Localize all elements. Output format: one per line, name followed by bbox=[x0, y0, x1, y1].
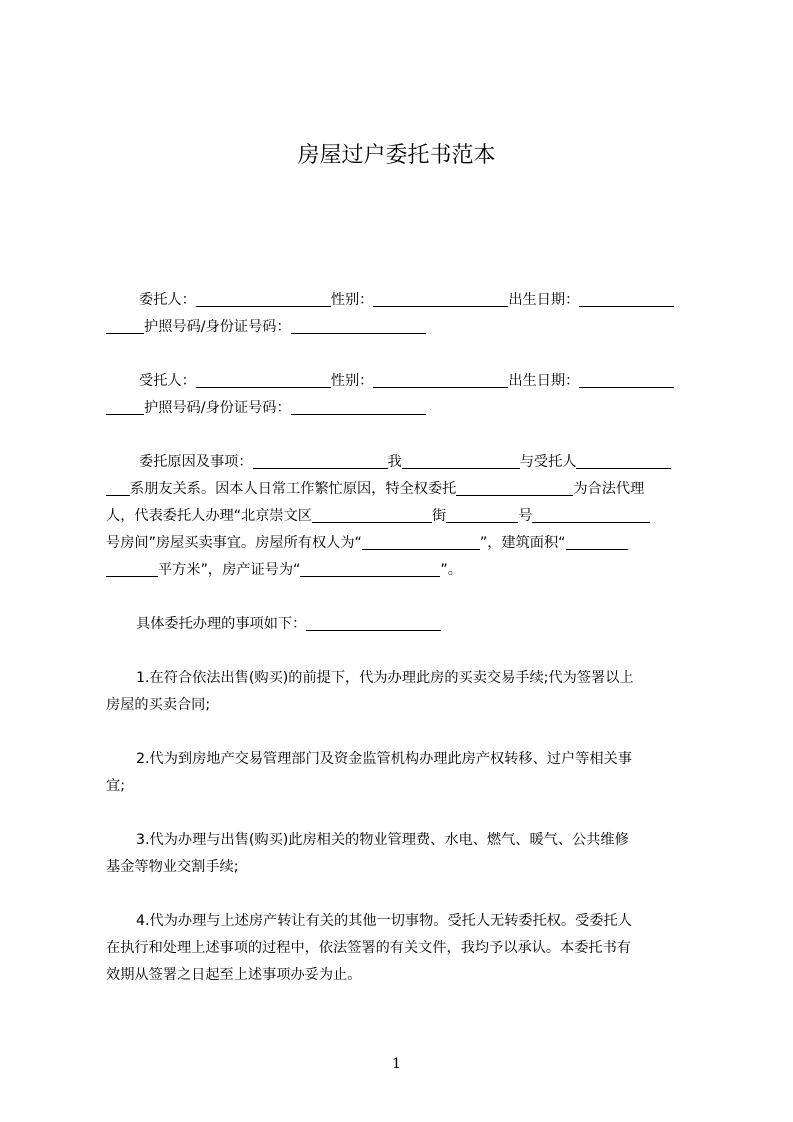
item-4-line-3: 效期从签署之日起至上述事项办妥为止。 bbox=[106, 967, 362, 983]
reason-text-ren: 人，代表委托人办理“北京崇文区 bbox=[106, 508, 312, 524]
reason-text-agent-role: 为合法代理 bbox=[573, 481, 645, 497]
principal-id-field[interactable] bbox=[291, 318, 426, 334]
agent-gender-field[interactable] bbox=[373, 372, 508, 388]
reason-field-2[interactable] bbox=[402, 453, 520, 469]
reason-field-7[interactable] bbox=[532, 507, 650, 523]
agent-line-2 bbox=[106, 398, 706, 418]
principal-birth-label: 出生日期： bbox=[508, 292, 580, 308]
reason-text-relation: 系朋友关系。因本人日常工作繁忙原因，特全权委托 bbox=[130, 481, 457, 497]
agent-name-label: 受托人： bbox=[139, 373, 196, 389]
reason-text-number: 号 bbox=[518, 508, 533, 524]
item-2-line-1: 2.代为到房地产交易管理部门及资金监管机构办理此房产权转移、过户等相关事 bbox=[136, 751, 632, 767]
principal-line-2 bbox=[106, 317, 706, 337]
reason-field-1[interactable] bbox=[253, 453, 388, 469]
item-4-line-1: 4.代为办理与上述房产转让有关的其他一切事物。受托人无转委托权。受委托人 bbox=[136, 913, 632, 929]
reason-line-4 bbox=[106, 533, 706, 553]
reason-field-8[interactable] bbox=[362, 534, 480, 550]
reason-line-3 bbox=[106, 506, 706, 526]
reason-text-street: 街 bbox=[431, 508, 447, 524]
principal-name-label: 委托人： bbox=[139, 292, 196, 308]
agent-line-1 bbox=[106, 371, 706, 391]
reason-line-5 bbox=[106, 560, 706, 580]
principal-birth-field-cont[interactable] bbox=[106, 318, 144, 334]
reason-text-yu: 与受托人 bbox=[519, 454, 577, 470]
agent-id-field[interactable] bbox=[291, 399, 426, 415]
page-number: 1 bbox=[392, 1056, 401, 1072]
item-3-line-1: 3.代为办理与出售(购买)此房相关的物业管理费、水电、燃气、暖气、公共维修 bbox=[136, 832, 629, 848]
agent-name-field[interactable] bbox=[196, 372, 331, 388]
reason-field-3[interactable] bbox=[576, 453, 671, 469]
agent-birth-label: 出生日期： bbox=[508, 373, 580, 389]
principal-birth-field[interactable] bbox=[579, 291, 674, 307]
reason-text-sqm: 平方米”，房产证号为“ bbox=[158, 562, 301, 578]
reason-line-1 bbox=[106, 452, 706, 472]
principal-id-label: 护照号码/身份证号码： bbox=[144, 319, 291, 335]
reason-field-9[interactable] bbox=[566, 534, 628, 550]
reason-field-3-cont[interactable] bbox=[106, 480, 130, 496]
agent-id-label: 护照号码/身份证号码： bbox=[144, 400, 291, 416]
item-4-line-2: 在执行和处理上述事项的过程中，依法签署的有关文件，我均予以承认。本委托书有 bbox=[106, 940, 631, 956]
reason-text-area: ”，建筑面积“ bbox=[479, 535, 566, 551]
principal-gender-label: 性别： bbox=[330, 292, 374, 308]
reason-field-10[interactable] bbox=[300, 561, 440, 577]
reason-text-end: ”。 bbox=[440, 562, 462, 578]
reason-field-4[interactable] bbox=[456, 480, 573, 496]
specific-line bbox=[106, 614, 706, 634]
document-title: 房屋过户委托书范本 bbox=[297, 143, 496, 168]
principal-name-field[interactable] bbox=[196, 291, 331, 307]
agent-birth-field[interactable] bbox=[579, 372, 674, 388]
reason-field-6[interactable] bbox=[446, 507, 518, 523]
reason-label: 委托原因及事项： bbox=[139, 454, 253, 470]
specific-field[interactable] bbox=[306, 615, 441, 631]
reason-field-9-cont[interactable] bbox=[106, 561, 158, 577]
agent-birth-field-cont[interactable] bbox=[106, 399, 144, 415]
reason-line-2 bbox=[106, 479, 706, 499]
item-1-line-1: 1.在符合依法出售(购买)的前提下，代为办理此房的买卖交易手续;代为签署以上 bbox=[136, 670, 634, 686]
item-2-line-2: 宜; bbox=[106, 778, 125, 794]
reason-text-room: 号房间”房屋买卖事宜。房屋所有权人为“ bbox=[106, 535, 362, 551]
item-3-line-2: 基金等物业交割手续; bbox=[106, 859, 239, 875]
reason-field-5[interactable] bbox=[312, 507, 432, 523]
specific-label: 具体委托办理的事项如下： bbox=[136, 616, 307, 632]
agent-gender-label: 性别： bbox=[330, 373, 374, 389]
principal-gender-field[interactable] bbox=[373, 291, 508, 307]
reason-text-wo: 我 bbox=[387, 454, 402, 470]
item-1-line-2: 房屋的买卖合同; bbox=[106, 697, 211, 713]
principal-line-1 bbox=[106, 290, 706, 310]
